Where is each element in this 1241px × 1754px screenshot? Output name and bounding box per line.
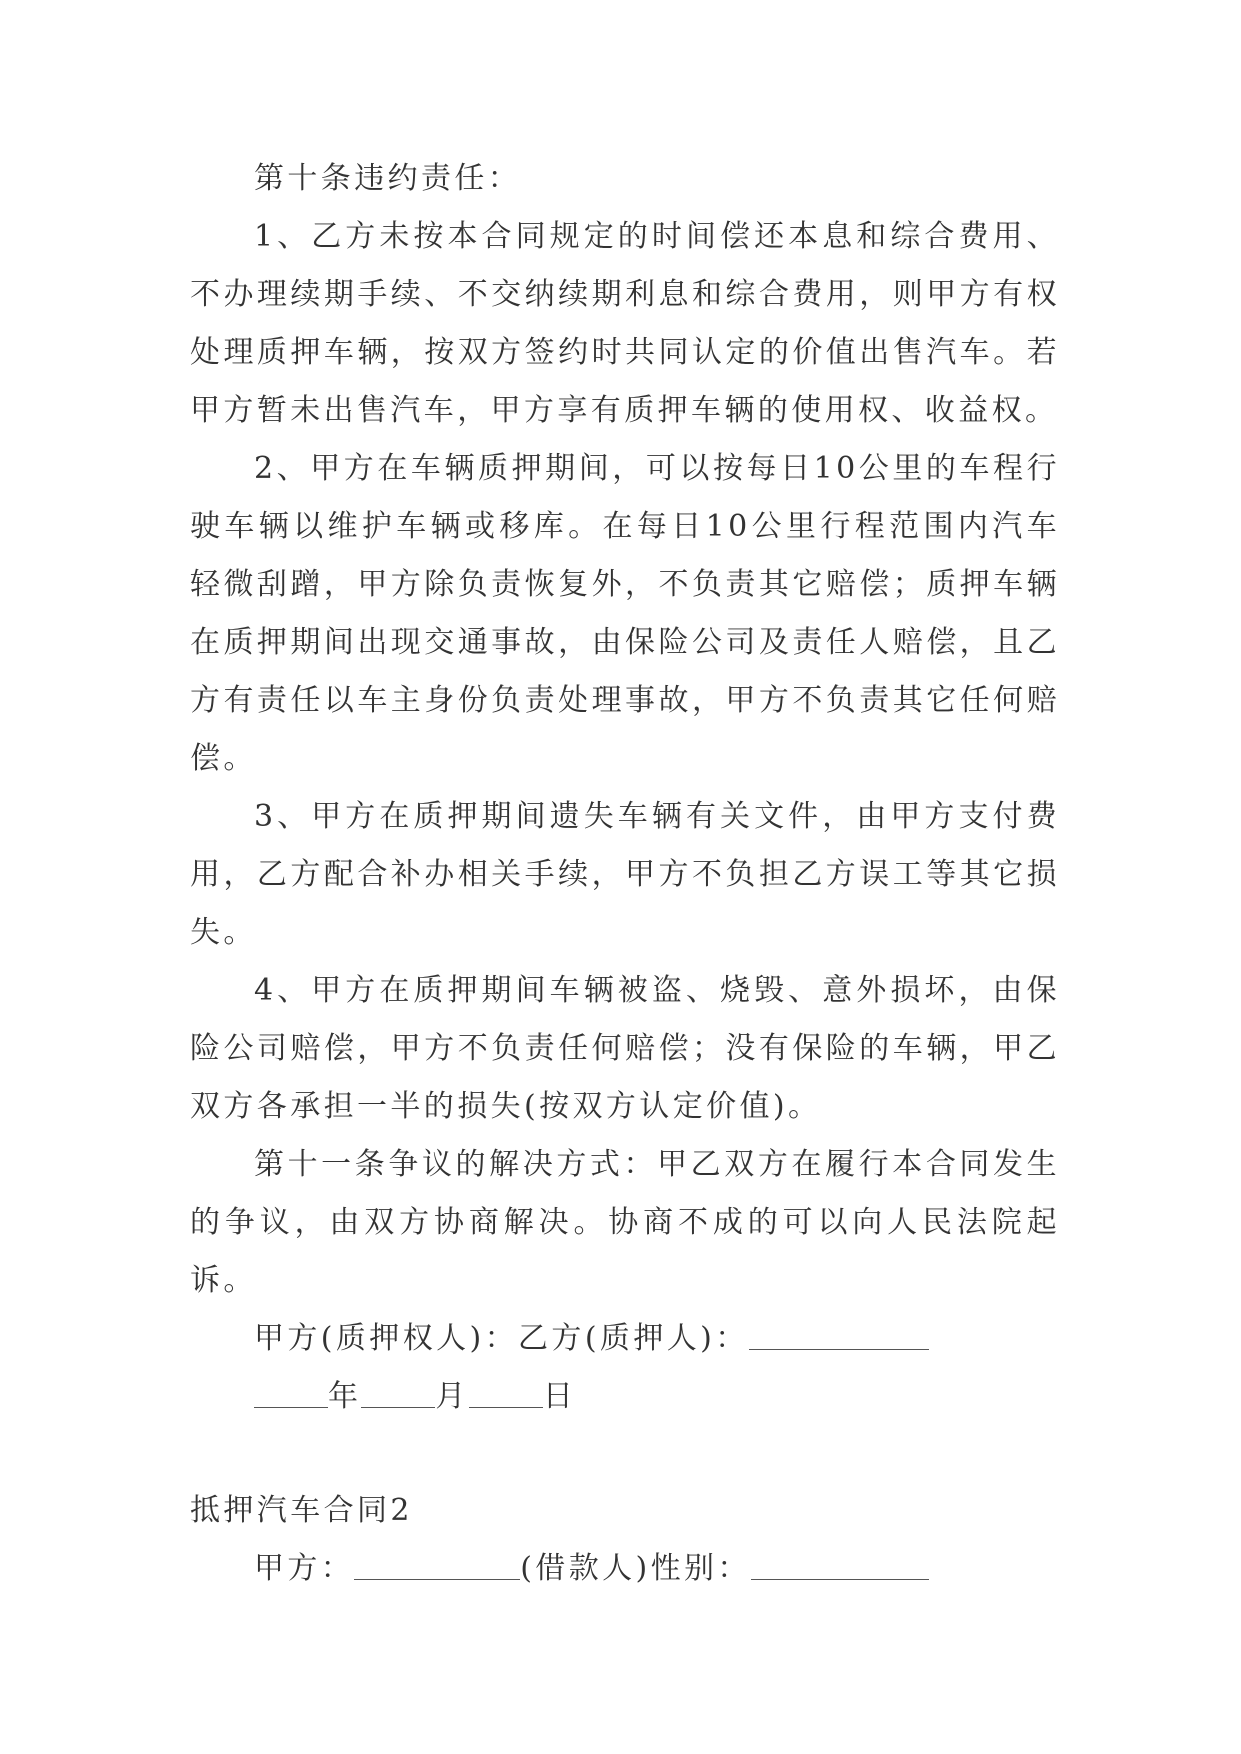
article-10-clause-3: 3、甲方在质押期间遗失车辆有关文件，由甲方支付费用，乙方配合补办相关手续，甲方不负担乙方误工等其它损失。 bbox=[190, 799, 1060, 950]
party-a-signature-label: 甲方(质押权人)： bbox=[254, 1321, 519, 1356]
date-line bbox=[190, 1368, 1060, 1426]
party-b-signature-blank bbox=[749, 1321, 929, 1350]
article-11-text: 第十一条争议的解决方式：甲乙双方在履行本合同发生的争议，由双方协商解决。协商不成的可以向人民法院起诉。 bbox=[190, 1147, 1060, 1298]
document-page bbox=[190, 150, 1060, 1598]
signature-line bbox=[190, 1310, 1060, 1368]
article-10-clause-1: 1、乙方未按本合同规定的时间偿还本息和综合费用、不办理续期手续、不交纳续期利息和综合费用，则甲方有权处理质押车辆，按双方签约时共同认定的价值出售汽车。若甲方暂未出售汽车，甲方享有质押车辆的使用权、收益权。 bbox=[190, 219, 1060, 428]
article-10-heading: 第十条违约责任： bbox=[254, 161, 522, 196]
contract-2-title: 抵押汽车合同2 bbox=[190, 1493, 413, 1528]
article-10-clause-4: 4、甲方在质押期间车辆被盗、烧毁、意外损坏，由保险公司赔偿，甲方不负责任何赔偿；没有保险的车辆，甲乙双方各承担一半的损失(按双方认定价值)。 bbox=[190, 973, 1060, 1124]
article-10-clause-2: 2、甲方在车辆质押期间，可以按每日10公里的车程行驶车辆以维护车辆或移库。在每日10公里行程范围内汽车轻微刮蹭，甲方除负责恢复外，不负责其它赔偿；质押车辆在质押期间出现交通事故，由保险公司及责任人赔偿，且乙方有责任以车主身份负责处理事故，甲方不负责其它任何赔偿。 bbox=[190, 451, 1060, 776]
party-a-name-blank bbox=[354, 1551, 520, 1580]
year-blank bbox=[254, 1379, 328, 1408]
party-b-signature-label: 乙方(质押人)： bbox=[518, 1321, 749, 1356]
contract-2-party-line bbox=[190, 1540, 1060, 1598]
year-label: 年 bbox=[328, 1379, 362, 1414]
borrower-gender-label: (借款人)性别： bbox=[520, 1551, 751, 1586]
section-spacer bbox=[190, 1426, 1060, 1482]
day-blank bbox=[469, 1379, 543, 1408]
contract-2-party-a-label: 甲方： bbox=[254, 1551, 355, 1586]
month-blank bbox=[361, 1379, 435, 1408]
month-label: 月 bbox=[435, 1379, 469, 1414]
gender-blank bbox=[751, 1551, 929, 1580]
day-label: 日 bbox=[542, 1379, 577, 1414]
